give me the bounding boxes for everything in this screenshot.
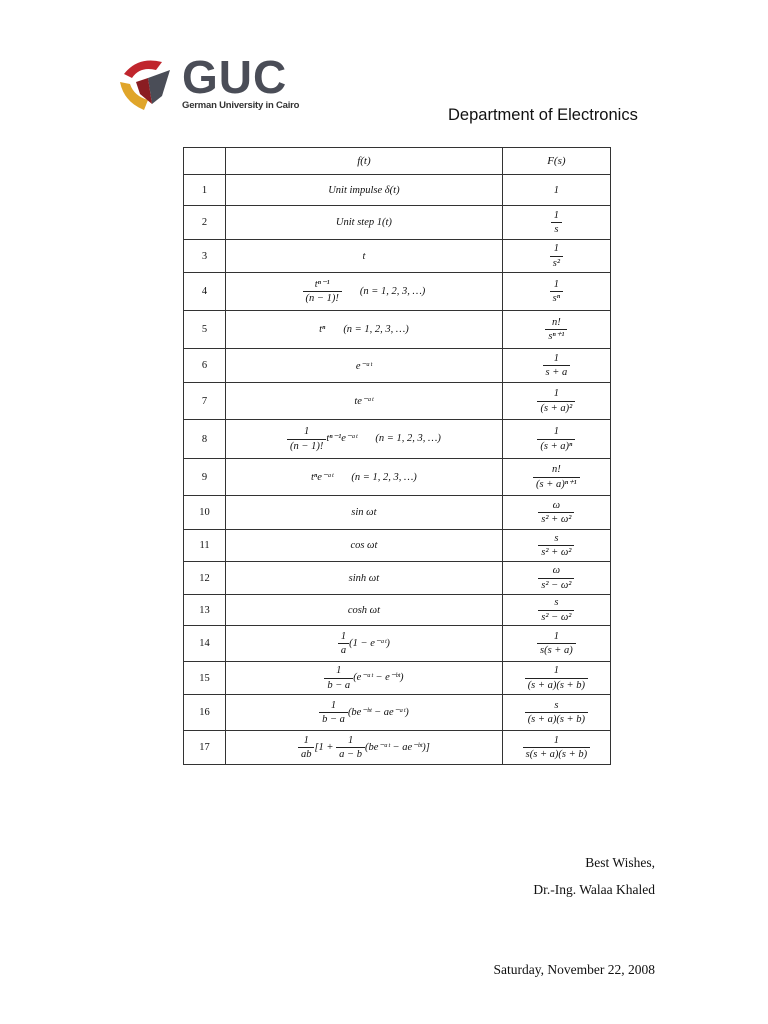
table-header-row xyxy=(184,148,611,175)
laplace-function xyxy=(502,595,610,626)
table-row xyxy=(184,695,611,731)
table-row xyxy=(184,731,611,765)
row-number: 6 xyxy=(184,349,226,383)
laplace-function-fraction xyxy=(543,353,571,378)
time-function-fraction xyxy=(338,631,349,656)
laplace-function-fraction-numerator: 1 xyxy=(550,279,563,292)
row-number: 11 xyxy=(184,530,226,562)
row-number: 4 xyxy=(184,273,226,311)
time-function-fraction-numerator: 1 xyxy=(338,631,349,644)
laplace-function-fraction xyxy=(538,533,574,558)
laplace-function-fraction xyxy=(537,426,575,451)
time-function-fraction-numerator: 1 xyxy=(298,735,315,748)
author-name: Dr.-Ing. Walaa Khaled xyxy=(533,882,655,897)
laplace-function xyxy=(502,420,610,459)
row-number: 15 xyxy=(184,662,226,695)
time-function xyxy=(226,695,503,731)
laplace-function xyxy=(502,311,610,349)
time-function-tail: (be⁻ᵃᵗ − ae⁻ᵇᵗ)] xyxy=(364,741,430,753)
laplace-function-fraction-denominator: s + a xyxy=(545,367,568,378)
row-number: 12 xyxy=(184,562,226,595)
time-function-text: Unit impulse δ(t) xyxy=(328,184,400,196)
closing-text: Best Wishes, xyxy=(585,855,655,870)
laplace-function-fraction-numerator: 1 xyxy=(543,353,571,366)
time-function-fraction-denominator: ab xyxy=(300,749,312,760)
laplace-function xyxy=(502,695,610,731)
laplace-function xyxy=(502,459,610,496)
laplace-function-text: 1 xyxy=(553,184,559,196)
time-function xyxy=(226,240,503,273)
laplace-function xyxy=(502,530,610,562)
time-function-tail: (e⁻ᵃᵗ − e⁻ᵇᵗ) xyxy=(353,672,404,684)
logo-subtitle: German University in Cairo xyxy=(182,100,300,111)
time-function-text: te⁻ᵃᵗ xyxy=(354,396,374,407)
laplace-function-fraction-numerator: s xyxy=(538,533,574,546)
table-row xyxy=(184,562,611,595)
time-function-text: e⁻ᵃᵗ xyxy=(355,360,372,372)
laplace-function-fraction-denominator: (s + a)ⁿ⁺¹ xyxy=(536,478,577,490)
time-function-text: sinh ωt xyxy=(348,572,380,584)
time-function-open: [1 + xyxy=(314,741,337,753)
table-row xyxy=(184,206,611,240)
row-number: 1 xyxy=(184,175,226,206)
laplace-function-fraction-numerator: 1 xyxy=(551,210,562,223)
laplace-function-fraction-numerator: 1 xyxy=(550,243,563,256)
row-number: 17 xyxy=(184,731,226,765)
laplace-function-fraction xyxy=(545,317,567,342)
time-function-text: tⁿe⁻ᵃᵗ xyxy=(311,472,334,483)
time-function-fraction xyxy=(303,279,342,304)
time-function-fraction-numerator: 1 xyxy=(287,426,326,439)
laplace-function-fraction-denominator: sⁿ xyxy=(552,293,561,304)
laplace-function-fraction-numerator: 1 xyxy=(537,631,576,644)
time-function-tail: (be⁻ᵇᵗ − ae⁻ᵃᵗ) xyxy=(347,706,409,718)
laplace-function xyxy=(502,496,610,530)
row-number: 13 xyxy=(184,595,226,626)
header-time-function: f(t) xyxy=(226,148,503,175)
laplace-function-fraction-denominator: s² − ω² xyxy=(541,579,572,591)
header-number xyxy=(184,148,226,175)
laplace-function xyxy=(502,383,610,420)
laplace-function-fraction-numerator: 1 xyxy=(537,388,575,401)
laplace-function-fraction-denominator: s² xyxy=(552,257,560,269)
time-function-fraction-denominator: a xyxy=(340,645,347,656)
time-function xyxy=(226,731,503,765)
time-function-fraction-denominator: (n − 1)! xyxy=(305,293,339,304)
laplace-function-fraction-denominator: s² + ω² xyxy=(541,514,572,525)
time-function-text: Unit step 1(t) xyxy=(335,217,392,228)
table-row xyxy=(184,530,611,562)
guc-logo-mark-icon xyxy=(118,52,180,114)
time-function-tail: tⁿ⁻¹e⁻ᵃᵗ xyxy=(326,433,358,445)
time-function-fraction xyxy=(324,665,353,690)
laplace-function-fraction-numerator: s xyxy=(538,597,574,610)
laplace-function-fraction-denominator: (s + a)ⁿ xyxy=(540,440,573,452)
time-function-inner-fraction xyxy=(336,735,365,760)
laplace-function xyxy=(502,349,610,383)
laplace-function xyxy=(502,175,610,206)
laplace-function xyxy=(502,273,610,311)
time-function-fraction-numerator: tⁿ⁻¹ xyxy=(303,279,342,292)
time-function-fraction-denominator: b − a xyxy=(327,679,351,691)
time-function xyxy=(226,595,503,626)
header-laplace-function: F(s) xyxy=(502,148,610,175)
row-number: 7 xyxy=(184,383,226,420)
table-row xyxy=(184,496,611,530)
time-function-fraction-denominator: (n − 1)! xyxy=(290,440,324,452)
time-function-fraction xyxy=(298,735,315,760)
time-function xyxy=(226,311,503,349)
time-function-text: cos ωt xyxy=(350,540,378,551)
laplace-function-fraction-denominator: sⁿ⁺¹ xyxy=(548,331,565,342)
time-function-condition: (n = 1, 2, 3, …) xyxy=(351,472,417,483)
laplace-function-fraction xyxy=(538,597,574,622)
time-function-inner-fraction-numerator: 1 xyxy=(336,735,365,748)
time-function xyxy=(226,273,503,311)
laplace-function-fraction-denominator: s² − ω² xyxy=(541,611,572,623)
laplace-function xyxy=(502,562,610,595)
laplace-function-fraction-denominator: (s + a)(s + b) xyxy=(527,714,586,725)
table-row xyxy=(184,349,611,383)
laplace-function-fraction xyxy=(523,735,590,760)
time-function-fraction-denominator: b − a xyxy=(322,714,345,725)
laplace-function-fraction-numerator: n! xyxy=(533,464,580,477)
time-function-text: sin ωt xyxy=(351,507,377,518)
logo-text: GUC xyxy=(182,51,288,103)
time-function-fraction-numerator: 1 xyxy=(319,700,348,713)
row-number: 3 xyxy=(184,240,226,273)
laplace-function-fraction-numerator: s xyxy=(525,700,588,713)
laplace-function-fraction xyxy=(525,700,588,725)
laplace-function-fraction-numerator: 1 xyxy=(537,426,575,439)
table-row xyxy=(184,240,611,273)
time-function xyxy=(226,206,503,240)
time-function xyxy=(226,626,503,662)
table-row xyxy=(184,459,611,496)
time-function xyxy=(226,459,503,496)
table-row xyxy=(184,383,611,420)
laplace-function-fraction xyxy=(538,500,574,525)
time-function-inner-fraction-denominator: a − b xyxy=(339,749,362,760)
time-function-condition: (n = 1, 2, 3, …) xyxy=(375,433,441,445)
time-function-condition: (n = 1, 2, 3, …) xyxy=(359,285,426,297)
row-number: 8 xyxy=(184,420,226,459)
time-function-fraction-numerator: 1 xyxy=(324,665,353,678)
laplace-function-fraction-numerator: ω xyxy=(538,565,574,578)
laplace-function-fraction xyxy=(538,565,574,590)
laplace-function-fraction-numerator: n! xyxy=(545,317,567,330)
laplace-function xyxy=(502,206,610,240)
laplace-function xyxy=(502,626,610,662)
table-row xyxy=(184,311,611,349)
row-number: 2 xyxy=(184,206,226,240)
laplace-function-fraction xyxy=(525,665,588,690)
time-function xyxy=(226,662,503,695)
time-function xyxy=(226,383,503,420)
laplace-function-fraction-numerator: 1 xyxy=(525,665,588,678)
laplace-function xyxy=(502,662,610,695)
time-function-condition: (n = 1, 2, 3, …) xyxy=(343,324,409,335)
time-function xyxy=(226,562,503,595)
laplace-function-fraction xyxy=(533,464,580,489)
time-function xyxy=(226,496,503,530)
guc-logo xyxy=(118,52,308,116)
laplace-function-fraction-denominator: s(s + a) xyxy=(539,645,573,656)
row-number: 5 xyxy=(184,311,226,349)
time-function-fraction xyxy=(287,426,326,451)
laplace-function-fraction xyxy=(537,388,575,413)
department-title: Department of Electronics xyxy=(448,106,638,124)
time-function xyxy=(226,349,503,383)
laplace-function-fraction xyxy=(551,210,562,235)
laplace-function-fraction-numerator: ω xyxy=(538,500,574,513)
table-row xyxy=(184,420,611,459)
time-function-text: t xyxy=(362,250,366,262)
time-function xyxy=(226,175,503,206)
laplace-function xyxy=(502,731,610,765)
row-number: 16 xyxy=(184,695,226,731)
laplace-function xyxy=(502,240,610,273)
laplace-function-fraction xyxy=(537,631,576,656)
table-row xyxy=(184,595,611,626)
laplace-function-fraction-denominator: s(s + a)(s + b) xyxy=(525,749,588,760)
time-function xyxy=(226,530,503,562)
table-row xyxy=(184,175,611,206)
table-row xyxy=(184,273,611,311)
time-function-tail: (1 − e⁻ᵃᵗ) xyxy=(349,637,390,649)
row-number: 9 xyxy=(184,459,226,496)
document-date: Saturday, November 22, 2008 xyxy=(493,962,655,977)
laplace-function-fraction xyxy=(550,279,563,304)
laplace-function-fraction-numerator: 1 xyxy=(523,735,590,748)
laplace-transform-table xyxy=(183,147,611,765)
time-function xyxy=(226,420,503,459)
laplace-function-fraction-denominator: (s + a)² xyxy=(540,402,573,414)
laplace-function-fraction-denominator: (s + a)(s + b) xyxy=(527,679,586,691)
row-number: 14 xyxy=(184,626,226,662)
laplace-function-fraction xyxy=(550,243,563,268)
laplace-function-fraction-denominator: s xyxy=(554,224,559,235)
time-function-fraction xyxy=(319,700,348,725)
row-number: 10 xyxy=(184,496,226,530)
table-row xyxy=(184,662,611,695)
laplace-function-fraction-denominator: s² + ω² xyxy=(541,547,572,558)
time-function-text: cosh ωt xyxy=(347,604,381,616)
table-row xyxy=(184,626,611,662)
time-function-text: tⁿ xyxy=(319,324,326,335)
table-body xyxy=(184,175,611,765)
